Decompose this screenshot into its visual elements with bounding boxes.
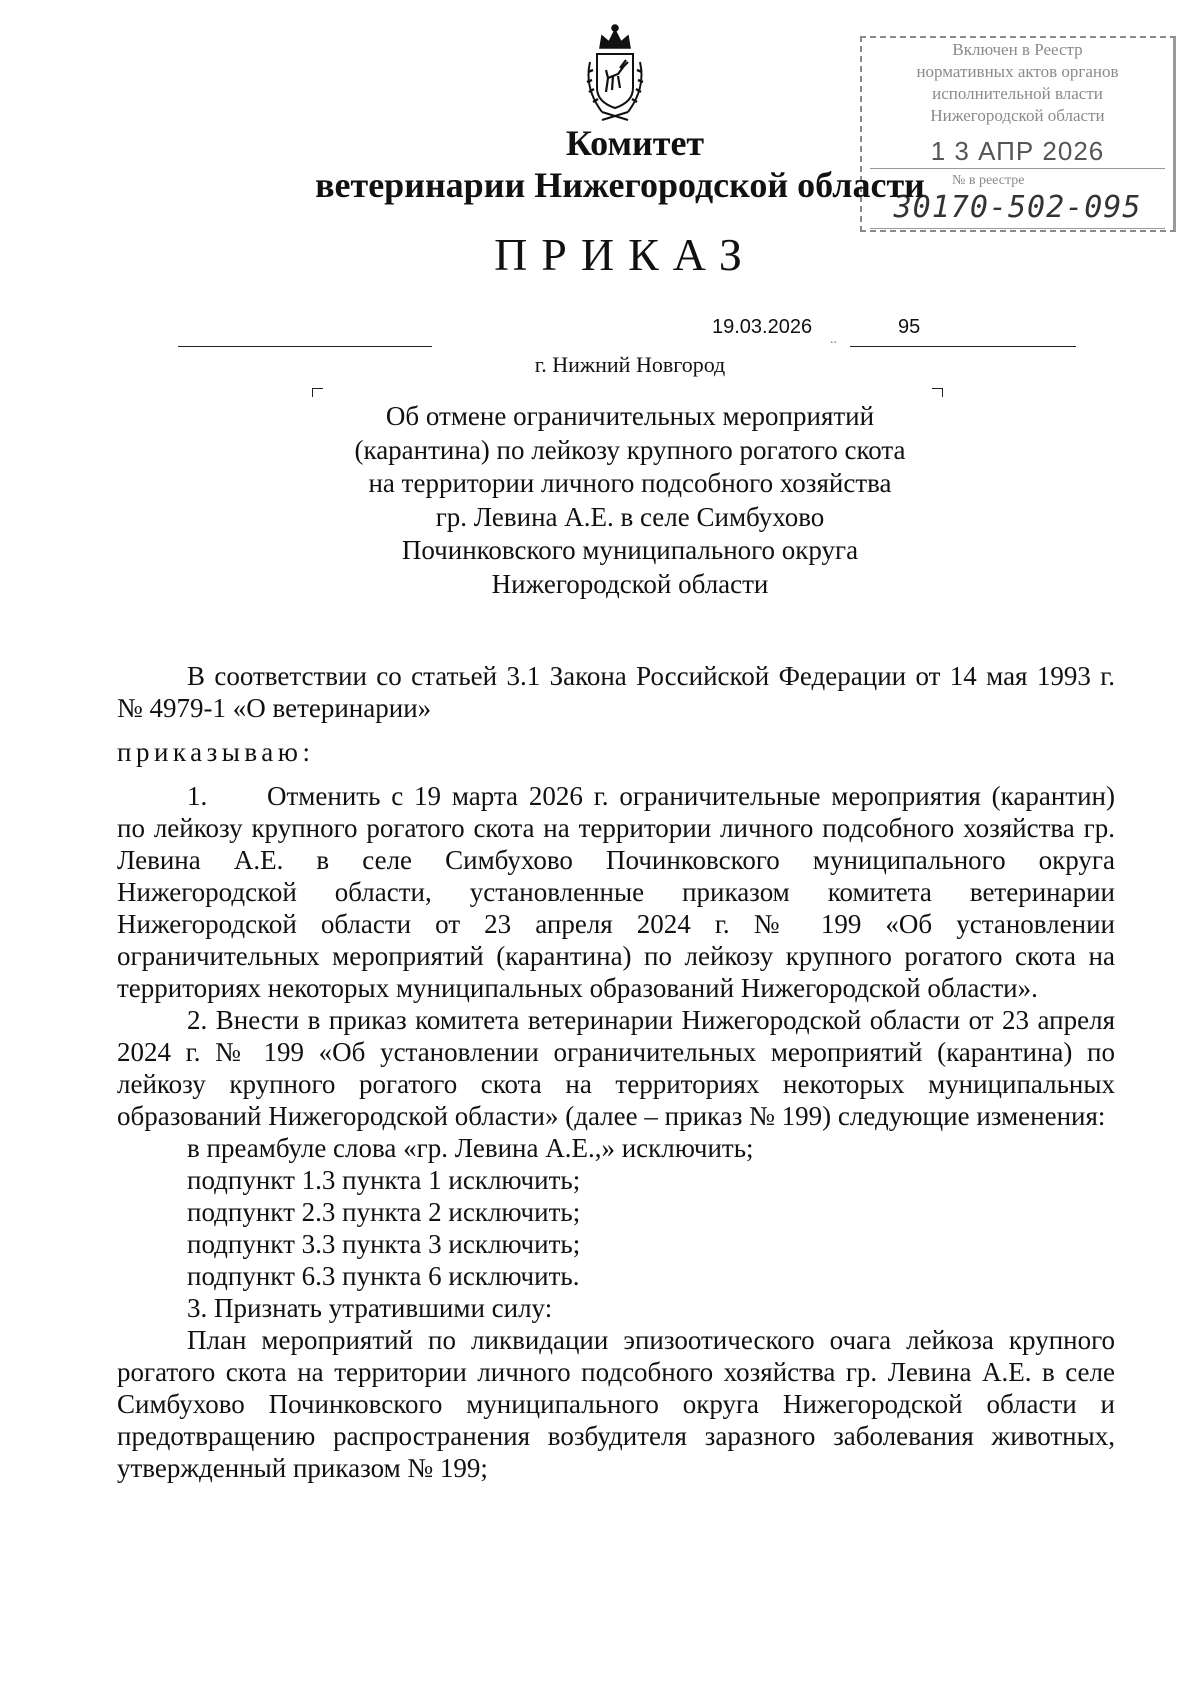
org-name-line-1: Комитет — [565, 123, 705, 163]
sub-item: подпункт 6.3 пункта 6 исключить. — [187, 1261, 580, 1291]
subject-corner-right — [932, 388, 943, 397]
stamp-line-1: Включен в Реестр — [952, 40, 1083, 59]
sub-item: в преамбуле слова «гр. Левина А.Е.,» исключить; — [187, 1133, 754, 1163]
order-word: приказываю: — [117, 737, 315, 767]
subject-line: Нижегородской области — [491, 568, 769, 599]
subject-corner-left — [312, 388, 323, 397]
stamp-line-3: исполнительной власти — [932, 84, 1103, 103]
item-1-number: 1. — [187, 781, 208, 811]
org-name-line-2: ветеринарии Нижегородской области — [315, 165, 925, 205]
item-2-paragraph: 2. Внести в приказ комитета ветеринарии Нижегородской области от 23 апреля 2024 г. № 199 «Об установлении ограничительных мероприятий (карантина) по лейкозу крупного рогатого скота на территориях некоторых муниципальных образований Нижегородской области» (далее – приказ № 199) следующие изменения: — [117, 1005, 1115, 1131]
item-3-text: План мероприятий по ликвидации эпизоотического очага лейкоза крупного рогатого скота на территории личного подсобного хозяйства гр. Левина А.Е. в селе Симбухово Починковского муниципального округа Нижегородской области и предотвращению распространения возбудителя заразного заболевания животных, утвержденный приказом № 199; — [117, 1325, 1115, 1483]
subject-line: Об отмене ограничительных мероприятий — [385, 401, 875, 431]
document-city: г. Нижний Новгород — [534, 352, 726, 377]
sub-item: подпункт 1.3 пункта 1 исключить; — [187, 1165, 581, 1195]
number-underline — [850, 346, 1076, 347]
subject-line: (карантина) по лейкозу крупного рогатого скота — [354, 434, 906, 465]
stamp-line-2: нормативных актов органов — [916, 62, 1119, 81]
document-date: 19.03.2026 — [712, 316, 813, 338]
number-sign-mark: .. — [830, 332, 837, 347]
document-subject — [300, 400, 960, 601]
item-3-heading: 3. Признать утратившими силу: — [187, 1293, 553, 1323]
stamp-date: 1 3 АПР 2026 — [930, 136, 1105, 166]
coat-of-arms-emblem — [580, 22, 650, 124]
subject-line: гр. Левина А.Е. в селе Симбухово — [435, 501, 825, 532]
document-body — [117, 660, 1115, 1484]
sub-item: подпункт 2.3 пункта 2 исключить; — [187, 1197, 581, 1227]
subject-line: на территории личного подсобного хозяйства — [368, 468, 892, 498]
subject-line: Починковского муниципального округа — [401, 535, 859, 565]
item-1-text: Отменить с 19 марта 2026 г. ограничительные мероприятия (карантин) по лейкозу крупного рогатого скота на территории личного подсобного хозяйства гр. Левина А.Е. в селе Симбухово Починковского муниципального округа Нижегородской области, установленные приказом комитета ветеринарии Нижегородской области от 23 апреля 2024 г. № 199 «Об установлении ограничительных мероприятий (карантина) по лейкозу крупного рогатого скота на территориях некоторых муниципальных образований Нижегородской области». — [117, 781, 1115, 1003]
document-number: 95 — [898, 316, 921, 338]
stamp-registry-number: 30170-502-095 — [893, 190, 1142, 225]
sub-item: подпункт 3.3 пункта 3 исключить; — [187, 1229, 581, 1259]
stamp-number-label: № в реестре — [952, 173, 1025, 188]
item-1-paragraph — [117, 780, 1115, 1004]
preamble-paragraph: В соответствии со статьей 3.1 Закона Российской Федерации от 14 мая 1993 г. № 4979-1 «О ветеринарии» — [117, 661, 1115, 723]
date-underline — [178, 346, 432, 347]
document-type-title: ПРИКАЗ — [494, 229, 756, 280]
stamp-line-4: Нижегородской области — [930, 106, 1105, 125]
